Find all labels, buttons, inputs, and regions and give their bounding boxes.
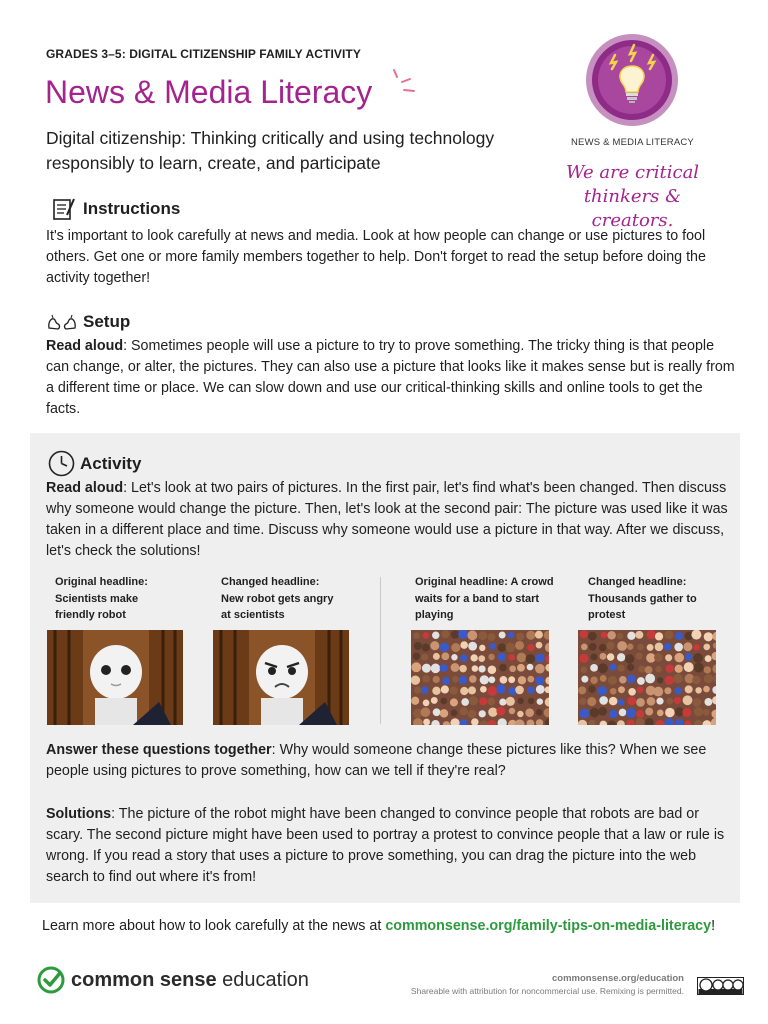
footer-license: Shareable with attribution for noncommercial use. Remixing is permitted.: [410, 986, 684, 996]
crowd-changed-image: [578, 630, 716, 725]
instructions-text: It's important to look carefully at news and media. Look at how people can change or use pictures to fool others. Get one or more family members together to help. Don't forget to read the setup before doing the activity together!: [46, 228, 706, 286]
caption-robot-original: Original headline: Scientists make friendly robot: [55, 576, 148, 621]
logo-text: [71, 969, 309, 992]
setup-text: [46, 336, 736, 420]
badge-motto: We are critical thinkers & creators.: [565, 162, 700, 231]
activity-lead: Read aloud: [46, 480, 124, 496]
activity-body: : Let's look at two pairs of pictures. In the first pair, let's find what's been changed. Then discuss why someone would change the picture. Then, let's look at the second pair: The picture was used like it was taken in a different place and time. Discuss why someone would use a picture in that way. After we discuss, let's check the solutions!: [46, 480, 728, 559]
learn-more-prefix: Learn more about how to look carefully at the news at: [42, 918, 386, 934]
setup-lead: Read aloud: [46, 338, 124, 354]
badge-label: NEWS & MEDIA LITERACY: [571, 137, 694, 148]
setup-heading: [46, 312, 130, 332]
instructions-heading-label: Instructions: [83, 199, 181, 218]
robot-angry-image: [213, 630, 349, 725]
page-title: News & Media Literacy: [45, 74, 373, 110]
caption-crowd-original: Original headline: A crowd waits for a band to start playing: [415, 576, 554, 621]
clock-icon: [48, 450, 75, 477]
sparkle-icon: [388, 66, 418, 102]
notepad-pencil-icon: [52, 197, 78, 221]
media-literacy-link[interactable]: commonsense.org/family-tips-on-media-literacy: [385, 918, 712, 934]
hands-icon: [46, 312, 78, 332]
pair-divider: [380, 577, 381, 724]
questions-text: [46, 740, 736, 782]
common-sense-logo: [37, 966, 309, 994]
questions-lead: Answer these questions together: [46, 742, 272, 758]
caption-crowd-changed: Changed headline: Thousands gather to protest: [588, 576, 697, 621]
footer-site: commonsense.org/education: [552, 973, 684, 984]
solutions-text: [46, 804, 736, 888]
creative-commons-icon: [697, 977, 744, 995]
page-subtitle: Digital citizenship: Thinking critically and using technology responsibly to learn, create, and participate: [46, 128, 495, 173]
questions-body: : Why would someone change these pictures like this? When we see people using pictures to prove something, how can we tell if they're real?: [46, 742, 707, 779]
logo-text-light: education: [216, 968, 309, 991]
lightbulb-badge-icon: [585, 33, 679, 127]
caption-robot-changed: Changed headline: New robot gets angry at scientists: [221, 576, 334, 621]
activity-heading: [48, 450, 141, 477]
setup-heading-label: Setup: [83, 312, 131, 331]
setup-body: : Sometimes people will use a picture to try to prove something. The tricky thing is that people can change, or alter, the pictures. They can also use a picture that looks like it makes sense but is really from a different time or place. We can slow down and use our critical-thinking skills and online tools to get the facts.: [46, 338, 735, 417]
solutions-body: : The picture of the robot might have been changed to convince people that robots are bad or scary. The second picture might have been used to portray a protest to convince people that a law or rule is wrong. If you read a story that uses a picture to prove something, you can drag the picture into the web search to find out where it's from!: [46, 806, 725, 885]
activity-text: [46, 478, 736, 562]
logo-text-bold: common sense: [71, 968, 217, 991]
solutions-lead: Solutions: [46, 806, 112, 822]
learn-more-suffix: !: [711, 918, 716, 934]
checkmark-circle-icon: [37, 966, 65, 994]
instructions-heading: [52, 197, 180, 221]
grade-line: GRADES 3–5: DIGITAL CITIZENSHIP FAMILY ACTIVITY: [46, 47, 361, 61]
crowd-original-image: [411, 630, 549, 725]
footer-attribution: [380, 973, 684, 997]
learn-more-line: [42, 918, 715, 934]
activity-heading-label: Activity: [80, 453, 142, 473]
robot-friendly-image: [47, 630, 183, 725]
